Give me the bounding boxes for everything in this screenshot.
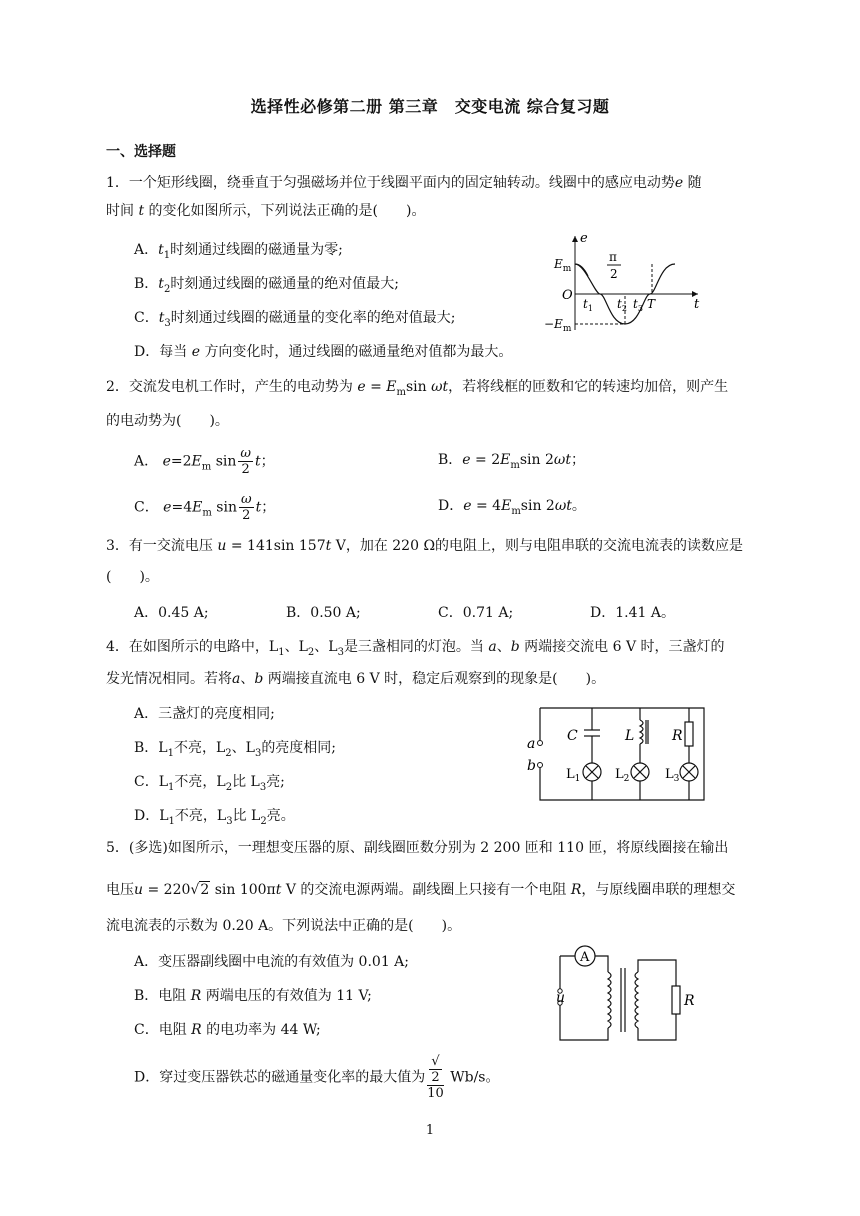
q1-option-c: C．$t_3$时刻通过线圈的磁通量的变化率的绝对值最大; bbox=[134, 310, 456, 329]
neg-em-label: $-E_m$ bbox=[544, 317, 572, 334]
capacitor-label: C bbox=[567, 728, 578, 744]
q5-option-d: D．穿过变压器铁芯的磁通量变化率的最大值为 √ 2 10 Wb/s。 bbox=[134, 1054, 500, 1101]
q3-stem-line1: 3．有一交流电压 u = 141sin 157t V，加在 220 Ω的电阻上，则与电阻串联的交流电流表的读数应是 bbox=[106, 538, 744, 554]
q1-option-a: A．$t_1$时刻通过线圈的磁通量为零; bbox=[134, 242, 343, 261]
q4-circuit-diagram bbox=[522, 700, 712, 808]
secondary-wire bbox=[638, 960, 676, 1040]
lamp-l2-label: $L_2$ bbox=[615, 767, 630, 784]
section-heading: 一、选择题 bbox=[106, 144, 176, 160]
q1-option-d: D．每当 e 方向变化时，通过线圈的磁通量绝对值都为最大。 bbox=[134, 344, 513, 360]
ammeter-label: A bbox=[580, 950, 590, 965]
primary-coil bbox=[608, 972, 611, 1028]
q2-option-a: A． $e=2E_m$ sin $\frac{\omega}{2}$ t； bbox=[134, 446, 275, 477]
terminal-b bbox=[538, 763, 543, 768]
two-label: 2 bbox=[610, 267, 618, 281]
t1-label: $t_1$ bbox=[583, 297, 593, 313]
lamp-l1-label: $L_1$ bbox=[566, 767, 581, 784]
q2-stem-line1: 2．交流发电机工作时，产生的电动势为 $e = E_m\sin$ ωt，若将线框的匝数和它的转速均加倍，则产生 bbox=[106, 379, 729, 398]
terminal-b-label: b bbox=[527, 758, 536, 774]
q4-stem-line1: 4．在如图所示的电路中，$L_1$、$L_2$、$L_3$是三盏相同的灯泡。当 a、b 两端接交流电 6 V 时，三盏灯的 bbox=[106, 639, 725, 658]
lamp-l3-label: $L_3$ bbox=[665, 767, 680, 784]
em-label: $E_m$ bbox=[554, 257, 572, 274]
q5-stem-line2: 电压u = 220√2 sin 100πt V 的交流电源两端。副线圈上只接有一个电阻 R，与原线圈串联的理想交 bbox=[106, 882, 736, 898]
q5-option-c: C．电阻 R 的电功率为 44 W; bbox=[134, 1022, 321, 1038]
q2-option-b: B．$e = 2E_m\sin$ 2ωt； bbox=[438, 452, 585, 471]
q1-stem-line1: 1．一个矩形线圈，绕垂直于匀强磁场并位于线圈平面内的固定轴转动。线圈中的感应电动势e 随 bbox=[106, 175, 702, 191]
q5-option-a: A．变压器副线圈中电流的有效值为 0.01 A; bbox=[134, 954, 410, 970]
q4-option-d: D．$L_1$不亮，$L_3$比 $L_2$亮。 bbox=[134, 808, 295, 827]
q3-option-c: C．0.71 A; bbox=[438, 605, 514, 621]
q5-option-b: B．电阻 R 两端电压的有效值为 11 V; bbox=[134, 988, 372, 1004]
resistor bbox=[685, 722, 693, 746]
pi-label: π bbox=[609, 250, 617, 264]
page-number: 1 bbox=[425, 1123, 435, 1138]
outer-wire bbox=[540, 708, 704, 800]
q5-stem-line1: 5．(多选)如图所示，一理想变压器的原、副线圈匝数分别为 2 200 匝和 110 匝，将原线圈接在输出 bbox=[106, 840, 729, 856]
q3-option-d: D．1.41 A。 bbox=[590, 605, 675, 621]
q1-emf-graph bbox=[540, 228, 710, 338]
q4-option-c: C．$L_1$不亮，$L_2$比 $L_3$亮; bbox=[134, 774, 285, 793]
period-label: T bbox=[647, 297, 656, 311]
q4-option-a: A．三盏灯的亮度相同; bbox=[134, 706, 275, 722]
resistor-label: R bbox=[684, 993, 695, 1009]
q5-stem-line3: 流电流表的示数为 0.20 A。下列说法中正确的是( )。 bbox=[106, 918, 462, 934]
q1-stem-line2: 时间 t 的变化如图所示，下列说法正确的是( )。 bbox=[106, 203, 426, 219]
q3-option-a: A．0.45 A; bbox=[134, 605, 209, 621]
q4-stem-line2: 发光情况相同。若将a、b 两端接直流电 6 V 时，稳定后观察到的现象是( )。 bbox=[106, 671, 606, 687]
t3-label: $t_3$ bbox=[633, 297, 643, 313]
q4-option-b: B．$L_1$不亮，$L_2$、$L_3$的亮度相同; bbox=[134, 740, 337, 759]
inductor-coil bbox=[640, 720, 643, 744]
q3-stem-line2: ( )。 bbox=[106, 569, 159, 585]
origin-label: O bbox=[562, 288, 573, 303]
q5-transformer-diagram bbox=[548, 944, 708, 1050]
q2-option-d: D．$e = 4E_m\sin$ 2ωt。 bbox=[438, 498, 586, 517]
inductor-label: L bbox=[625, 728, 635, 744]
t2-label: $t_2$ bbox=[617, 297, 627, 313]
secondary-coil bbox=[635, 972, 638, 1028]
terminal-a bbox=[538, 741, 543, 746]
primary-wire-left bbox=[560, 956, 608, 1040]
load-resistor bbox=[672, 986, 680, 1014]
q3-option-b: B．0.50 A; bbox=[286, 605, 361, 621]
q2-option-c: C． $e=4E_m$ sin $\frac{\omega}{2}$ t； bbox=[134, 492, 276, 523]
t-axis-label: t bbox=[694, 297, 700, 312]
document-title: 选择性必修第二册 第三章 交变电流 综合复习题 bbox=[250, 97, 610, 116]
q1-option-b: B．$t_2$时刻通过线圈的磁通量的绝对值最大; bbox=[134, 276, 400, 295]
q2-stem-line2: 的电动势为( )。 bbox=[106, 413, 229, 429]
terminal-a-label: a bbox=[527, 736, 536, 752]
resistor-label: R bbox=[672, 728, 683, 744]
e-axis-label: e bbox=[580, 231, 588, 246]
source-label: u bbox=[556, 990, 566, 1006]
